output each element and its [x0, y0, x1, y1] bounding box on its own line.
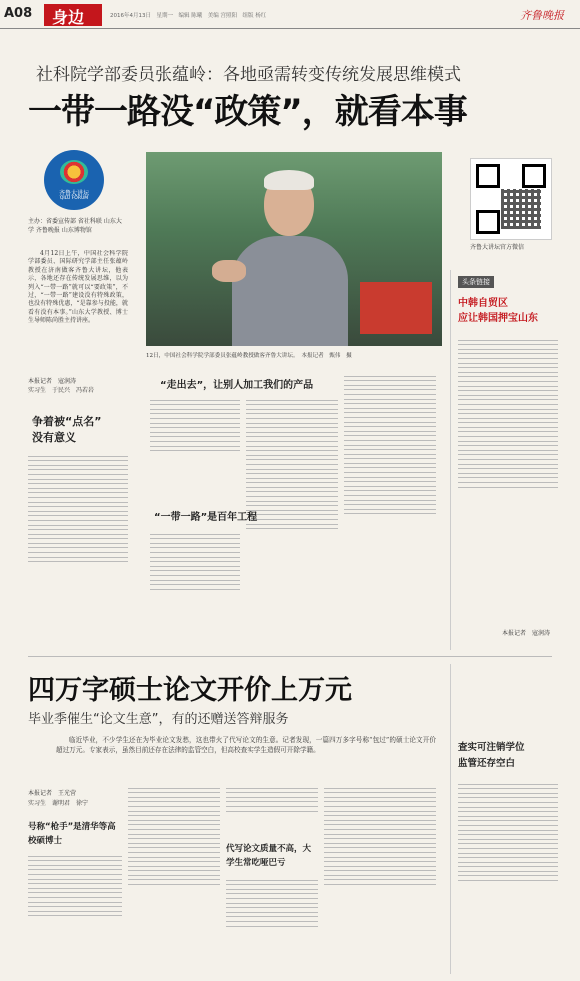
- body-col-1: [28, 452, 128, 652]
- qr-modules: [501, 189, 541, 229]
- speaker-hair: [264, 170, 314, 190]
- subhead-2: “走出去”，让别人加工我们的产品: [160, 380, 314, 391]
- speaker-photo: [146, 152, 442, 346]
- byline-intern: 实习生 于民兴 冯若岩: [28, 387, 95, 394]
- host-info: 主办：省委宣传部 省社科联 山东大学 齐鲁晚报 山东博物馆: [28, 218, 122, 234]
- page-number: A08: [4, 6, 33, 21]
- logo-text-en: QILU FORUM: [59, 196, 89, 201]
- byline-reporter: 本报记者 寇润涛: [28, 378, 77, 385]
- second-subhead: 毕业季催生“论文生意”，有的还赠送答辩服务: [28, 712, 289, 727]
- second-col-3b: [226, 876, 318, 972]
- podium-sign: [360, 282, 432, 334]
- second-sidebar-divider: [450, 664, 451, 974]
- qr-corner-bl: [476, 210, 500, 234]
- second-byline-intern: 实习生 谢明君 徐宁: [28, 800, 89, 807]
- section-title: 身边: [52, 8, 85, 27]
- second-subhead-1: 号称“枪手”是清华等高校硕博士: [28, 822, 116, 846]
- sidebar-byline: 本报记者 寇润涛: [502, 630, 551, 637]
- sidebar-tag: 头条链接: [458, 276, 494, 288]
- body-col-2b: [150, 530, 240, 646]
- qr-corner-tr: [522, 164, 546, 188]
- body-col-4: [344, 372, 436, 646]
- body-col-2: [150, 396, 240, 500]
- qr-corner-tl: [476, 164, 500, 188]
- second-lead: 临近毕业，不少学生还在为毕业论文发愁，这也带火了代写论文的生意。记者发现，一篇四万多字号称“包过”的硕士论文开价超过万元。专家表示，虽然目前还存在法律的监管空白，但高校查实学生造假可开除学籍。: [56, 736, 436, 754]
- sidebar-title: 中韩自贸区 应让韩国押宝山东: [458, 298, 538, 324]
- speaker-hand: [212, 260, 246, 282]
- second-subhead-2: 代写论文质量不高，大学生常吃哑巴亏: [226, 844, 312, 868]
- second-side-body: [458, 780, 558, 972]
- subhead-3: “一带一路”是百年工程: [154, 512, 258, 523]
- section-banner: [44, 4, 102, 26]
- paper-name: 齐鲁晚报: [520, 9, 564, 22]
- logo-swirl: [60, 160, 88, 184]
- sidebar-body: [458, 336, 558, 626]
- second-side-title: 查实可注销学位 监管还存空白: [458, 742, 525, 769]
- subhead-1: 争着被“点名” 没有意义: [32, 415, 102, 444]
- second-col-2: [128, 784, 220, 972]
- second-col-1: [28, 852, 122, 972]
- lead-paragraph: 4月12日上午，中国社会科学院学部委员、国际研究学部主任张蕴岭教授在济南做客齐鲁大讲坛，他表示，各地还存在传统发展思维，以为列入“一带一路”就可以“要政策”，不过，“一带一路”建设没有特殊政策，也没有特殊优惠，“是靠参与投能，就看有没有本事。”山东大学教授、博士生导师陈尚胜主持讲座。: [28, 250, 128, 325]
- sidebar-divider: [450, 270, 451, 650]
- speaker-body: [232, 236, 348, 346]
- second-col-4: [324, 784, 436, 972]
- second-headline: 四万字硕士论文开价上万元: [28, 675, 352, 706]
- second-byline-reporter: 本报记者 王光营: [28, 790, 77, 797]
- story-divider: [28, 656, 552, 657]
- qr-caption: 齐鲁大讲坛官方微信: [470, 244, 525, 251]
- dateline: 2016年4月13日 星期一 编辑 陈曦 美编 宫照阳 组版 杨红: [110, 13, 267, 19]
- masthead-rule: [0, 28, 580, 29]
- kicker: 社科院学部委员张蕴岭：各地亟需转变传统发展思维模式: [36, 65, 461, 85]
- second-col-3: [226, 784, 318, 836]
- body-col-3: [246, 396, 338, 646]
- main-headline: 一带一路没“政策”，就看本事: [28, 92, 467, 132]
- logo-text-cn: 齐鲁大讲坛: [58, 190, 89, 197]
- photo-caption: 12日，中国社会科学院学部委员张蕴岭教授做客齐鲁大讲坛。 本报记者 甄伟 摄: [146, 353, 352, 359]
- qr-code[interactable]: [470, 158, 552, 240]
- forum-logo: [44, 150, 104, 210]
